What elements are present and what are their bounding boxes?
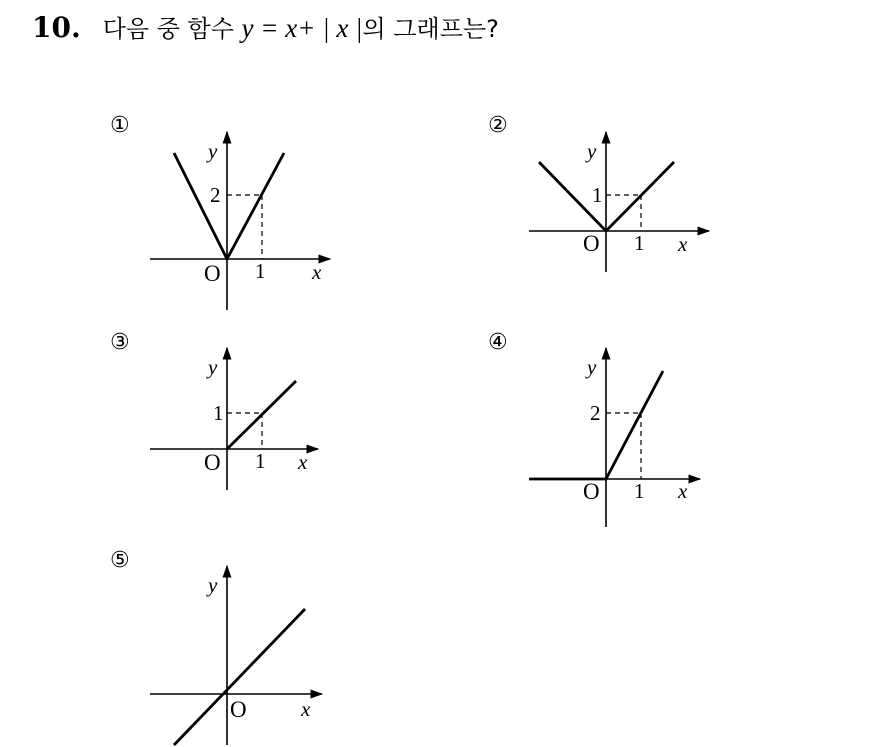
choice-3-graph xyxy=(227,381,296,449)
choice-4-y-label: y xyxy=(587,355,597,379)
choice-5-y-label: y xyxy=(208,573,218,597)
choice-1-y-label: y xyxy=(208,139,218,163)
choice-2-x-label: x xyxy=(678,232,688,256)
choice-2-origin: O xyxy=(583,231,600,256)
choice-3-x-label: x xyxy=(298,450,308,474)
choice-3[interactable] xyxy=(110,330,318,490)
choice-3-y-tick: 1 xyxy=(213,401,224,425)
choice-4-x-label: x xyxy=(678,479,688,503)
choice-2-x-tick: 1 xyxy=(634,231,645,255)
question-prefix: 다음 중 함수 xyxy=(102,15,242,43)
question-number: 10. xyxy=(32,11,81,44)
choice-4-x-tick: 1 xyxy=(634,479,645,503)
choice-5[interactable] xyxy=(110,548,322,745)
choice-5-origin: O xyxy=(230,697,247,722)
choice-1-number: ① xyxy=(110,113,130,138)
choice-2-y-tick: 1 xyxy=(592,183,603,207)
choice-5-number: ⑤ xyxy=(110,548,130,573)
question-suffix: 의 그래프는? xyxy=(362,15,499,43)
choice-1-y-tick: 2 xyxy=(210,183,221,207)
choice-4[interactable] xyxy=(488,330,700,527)
question-formula: y = x+ | x | xyxy=(241,13,363,43)
choice-4-graph xyxy=(529,371,663,479)
choice-2-number: ② xyxy=(488,113,508,138)
choice-5-graph xyxy=(174,609,305,745)
choice-1-x-tick: 1 xyxy=(255,259,266,283)
choice-1-origin: O xyxy=(204,261,221,286)
choice-4-y-tick: 2 xyxy=(590,401,601,425)
choice-3-y-label: y xyxy=(208,355,218,379)
choice-3-origin: O xyxy=(204,450,221,475)
choice-2-y-label: y xyxy=(587,139,597,163)
choice-1-graph xyxy=(174,153,284,259)
choice-3-x-tick: 1 xyxy=(255,449,266,473)
choice-5-x-label: x xyxy=(301,697,311,721)
choice-3-number: ③ xyxy=(110,330,130,355)
choice-4-origin: O xyxy=(583,479,600,504)
choice-4-number: ④ xyxy=(488,330,508,355)
choice-2[interactable] xyxy=(488,113,709,272)
choice-1[interactable] xyxy=(110,113,330,310)
choice-1-x-label: x xyxy=(312,260,322,284)
